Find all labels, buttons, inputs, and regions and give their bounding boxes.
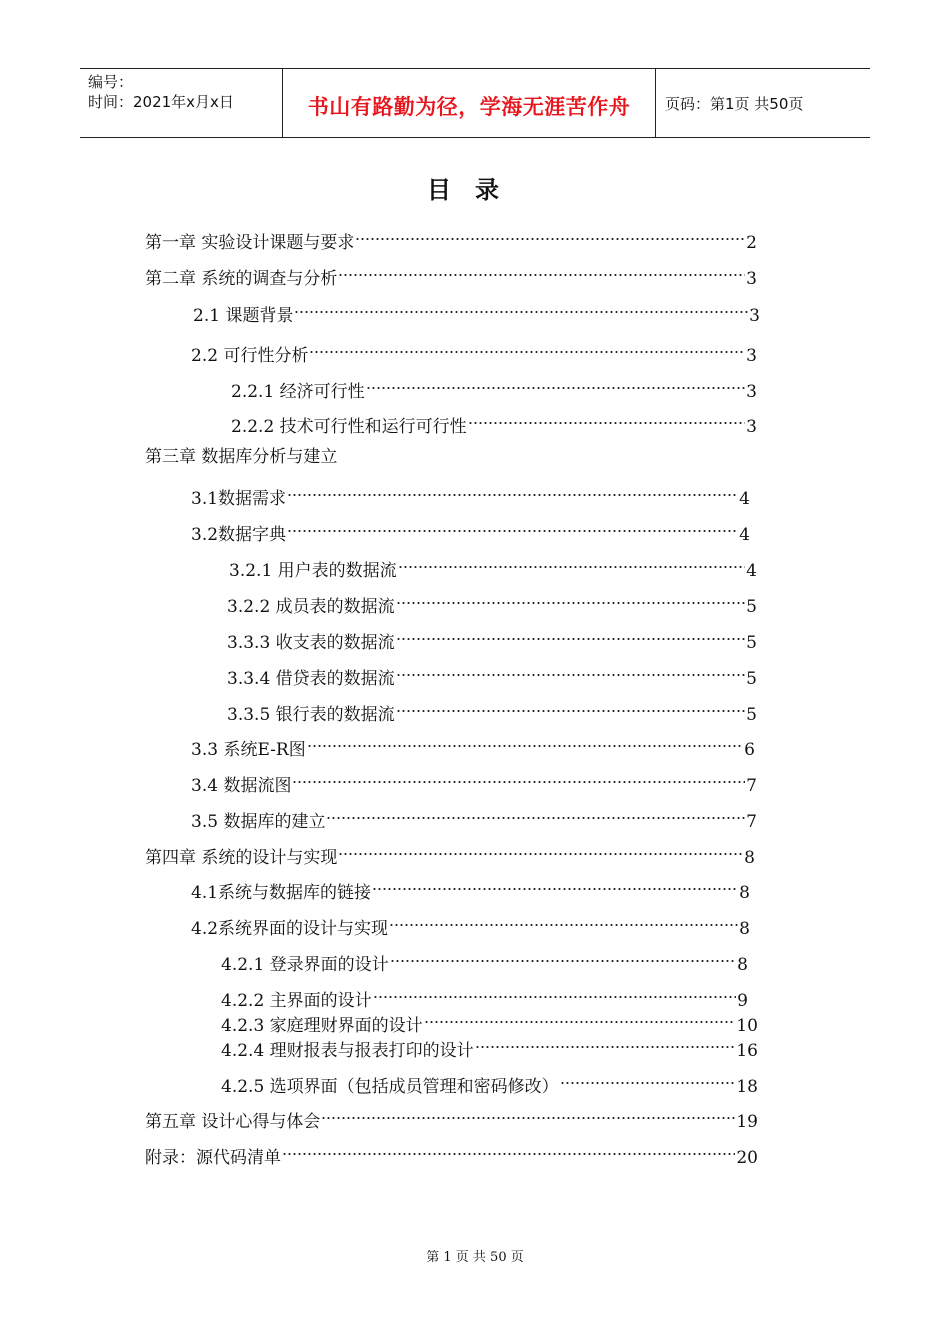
- toc-entry-title: 4.2.3 家庭理财界面的设计: [221, 1016, 423, 1036]
- toc-entry-page: 7: [746, 812, 757, 832]
- toc-entry-page: 20: [736, 1148, 758, 1168]
- toc-entry: [227, 696, 757, 725]
- toc-leader-dots: [294, 297, 748, 321]
- toc-entry-page: 3: [749, 306, 760, 326]
- toc-entry-page: 8: [744, 848, 755, 868]
- toc-entry: [193, 297, 760, 326]
- toc-entry-page: 2: [746, 233, 757, 253]
- toc-entry: [221, 1032, 758, 1061]
- toc-entry-page: 4: [739, 525, 750, 545]
- toc-entry-page: 3: [746, 382, 757, 402]
- toc-leader-dots: [398, 552, 746, 576]
- toc-leader-dots: [287, 516, 738, 540]
- toc-leader-dots: [372, 874, 738, 898]
- toc-entry-page: 10: [736, 1016, 758, 1036]
- toc-entry: [221, 1068, 758, 1097]
- toc-entry-title: 4.2.1 登录界面的设计: [221, 955, 389, 975]
- toc-entry: [191, 516, 750, 545]
- toc-entry-title: 3.4 数据流图: [191, 776, 292, 796]
- toc-entry-page: 7: [746, 776, 757, 796]
- toc-entry: [229, 552, 757, 581]
- toc-leader-dots: [389, 910, 738, 934]
- toc-entry: [227, 624, 757, 653]
- toc-entry-page: 8: [739, 883, 750, 903]
- header-meta: [80, 69, 282, 137]
- toc-entry-title: 3.5 数据库的建立: [191, 812, 326, 832]
- toc-entry-title: 第一章 实验设计课题与要求: [145, 233, 355, 253]
- toc-leader-dots: [560, 1068, 736, 1092]
- toc-entry: [231, 373, 757, 402]
- toc-entry-title: 3.1数据需求: [191, 489, 287, 509]
- toc-entry: [145, 445, 757, 469]
- toc-entry: [191, 337, 757, 366]
- toc-title: 目录: [427, 176, 523, 204]
- toc-leader-dots: [396, 588, 746, 612]
- toc-leader-dots: [321, 1103, 735, 1127]
- header-page-info: 页码：第1页 共50页: [665, 95, 804, 113]
- toc-entry-page: 5: [746, 633, 757, 653]
- page-header: [80, 68, 870, 138]
- toc-entry-page: 6: [744, 740, 755, 760]
- toc-entry-title: 3.3 系统E-R图: [191, 740, 306, 760]
- page-footer: 第 1 页 共 50 页: [426, 1250, 524, 1265]
- toc-entry-title: 2.2 可行性分析: [191, 346, 309, 366]
- toc-entry: [191, 767, 757, 796]
- toc-entry-title: 4.2.2 主界面的设计: [221, 991, 372, 1011]
- toc-entry-title: 2.1 课题背景: [193, 306, 294, 326]
- toc-entry: [145, 1139, 758, 1168]
- toc-entry-page: 3: [746, 346, 757, 366]
- toc-leader-dots: [468, 408, 746, 432]
- toc-entry-title: 2.2.1 经济可行性: [231, 382, 365, 402]
- toc-entry-title: 第四章 系统的设计与实现: [145, 848, 338, 868]
- toc-entry: [227, 588, 757, 617]
- toc-entry-page: 16: [736, 1041, 758, 1061]
- toc-entry-title: 4.2.4 理财报表与报表打印的设计: [221, 1041, 474, 1061]
- toc-leader-dots: [396, 660, 746, 684]
- toc-leader-dots: [338, 839, 743, 863]
- toc-entry: [191, 874, 750, 903]
- date-label: 时间：2021年x月x日: [88, 93, 234, 111]
- toc-entry-title: 4.2.5 选项界面（包括成员管理和密码修改）: [221, 1077, 559, 1097]
- toc-entry: [145, 224, 757, 253]
- toc-entry-title: 3.3.3 收支表的数据流: [227, 633, 395, 653]
- header-motto-cell: [282, 69, 656, 137]
- toc-entry-page: 5: [746, 705, 757, 725]
- toc-entry-page: 8: [739, 919, 750, 939]
- toc-leader-dots: [307, 731, 743, 755]
- toc-entry: [145, 1103, 758, 1132]
- toc-leader-dots: [326, 803, 745, 827]
- motto-text: 书山有路勤为径，学海无涯苦作舟: [307, 95, 631, 119]
- toc-entry-title: 第五章 设计心得与体会: [145, 1112, 321, 1132]
- toc-leader-dots: [355, 224, 745, 248]
- toc-entry-title: 3.2.1 用户表的数据流: [229, 561, 397, 581]
- toc-entry: [221, 1007, 758, 1036]
- toc-entry: [221, 982, 748, 1011]
- code-label: 编号：: [88, 73, 134, 91]
- toc-leader-dots: [424, 1007, 736, 1031]
- toc-entry-page: 9: [737, 991, 748, 1011]
- toc-entry-title: 第三章 数据库分析与建立: [145, 447, 338, 467]
- toc-entry-title: 3.3.5 银行表的数据流: [227, 705, 395, 725]
- toc-leader-dots: [309, 337, 745, 361]
- toc-entry-page: 3: [746, 269, 757, 289]
- toc-entry-page: 4: [746, 561, 757, 581]
- toc-entry-page: 3: [746, 417, 757, 437]
- toc-entry-page: 5: [746, 669, 757, 689]
- toc-entry-title: 4.2系统界面的设计与实现: [191, 919, 389, 939]
- toc-entry: [145, 260, 757, 289]
- toc-entry-title: 4.1系统与数据库的链接: [191, 883, 372, 903]
- toc-entry: [191, 910, 750, 939]
- toc-entry: [227, 660, 757, 689]
- toc-leader-dots: [292, 767, 745, 791]
- toc-entry-title: 3.3.4 借贷表的数据流: [227, 669, 395, 689]
- toc-entry: [145, 839, 755, 868]
- toc-entry-page: 8: [737, 955, 748, 975]
- toc-entry-title: 3.2数据字典: [191, 525, 287, 545]
- toc-entry: [191, 480, 750, 509]
- toc-entry-page: 19: [736, 1112, 758, 1132]
- toc-entry: [191, 803, 757, 832]
- toc-leader-dots: [287, 480, 738, 504]
- toc-entry-page: 18: [736, 1077, 758, 1097]
- toc-leader-dots: [475, 1032, 736, 1056]
- toc-leader-dots: [396, 696, 746, 720]
- toc-entry: [191, 731, 755, 760]
- toc-entry-page: 4: [739, 489, 750, 509]
- toc-leader-dots: [396, 624, 746, 648]
- toc-leader-dots: [282, 1139, 735, 1163]
- toc-entry-title: 第二章 系统的调查与分析: [145, 269, 338, 289]
- toc-entry: [221, 946, 748, 975]
- toc-leader-dots: [366, 373, 746, 397]
- toc-entry-title: 附录：源代码清单: [145, 1148, 281, 1168]
- toc-entry-title: 3.2.2 成员表的数据流: [227, 597, 395, 617]
- toc-leader-dots: [373, 982, 737, 1006]
- toc-entry-page: 5: [746, 597, 757, 617]
- header-page-cell: [655, 69, 870, 137]
- toc-leader-dots: [390, 946, 737, 970]
- toc-entry-title: 2.2.2 技术可行性和运行可行性: [231, 417, 467, 437]
- toc-leader-dots: [338, 260, 745, 284]
- toc-entry: [231, 408, 757, 437]
